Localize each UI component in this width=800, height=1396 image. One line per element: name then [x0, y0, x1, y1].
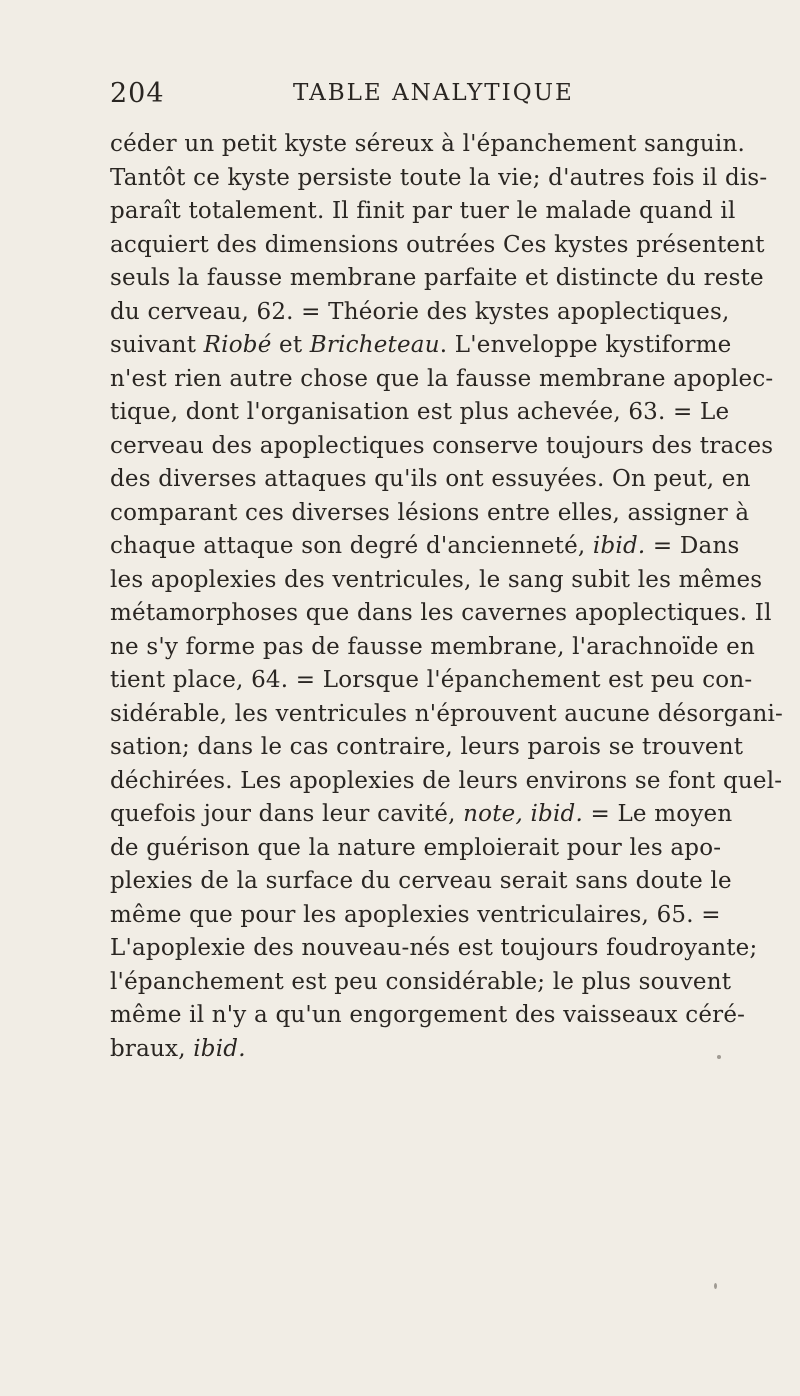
running-head: TABLE ANALYTIQUE	[293, 80, 574, 106]
text-segment: du cerveau, 62. = Théorie des kystes apoplectiques,	[110, 298, 730, 325]
text-segment: métamorphoses que dans les cavernes apoplectiques. Il	[110, 600, 772, 626]
text-line	[110, 229, 765, 263]
text-line	[110, 329, 732, 363]
text-line	[110, 1033, 690, 1067]
text-line	[110, 832, 722, 866]
text-line	[110, 631, 755, 665]
text-segment: = Dans	[645, 533, 740, 559]
text-line	[110, 262, 764, 296]
text-segment: les apoplexies des ventricules, le sang subit les mêmes	[110, 566, 763, 593]
text-segment: sidérable, les ventricules n'éprouvent aucune désorgani-	[110, 700, 783, 727]
text-line	[110, 664, 753, 698]
text-segment: même il n'y a qu'un engorgement des vaisseaux céré-	[110, 1002, 746, 1028]
text-segment: et	[271, 332, 310, 358]
italic-text: note, ibid.	[463, 801, 583, 827]
text-line	[110, 865, 732, 899]
text-line	[110, 932, 758, 966]
print-speck	[717, 1055, 721, 1059]
text-line	[110, 162, 768, 196]
text-line	[110, 798, 733, 832]
text-segment: . L'enveloppe kystiforme	[439, 332, 732, 358]
text-line	[110, 966, 732, 1000]
text-segment: cerveau des apoplectiques conserve toujours des traces	[110, 432, 774, 459]
text-segment: seuls la fausse membrane parfaite et distincte du reste	[110, 265, 764, 291]
text-line	[110, 497, 750, 531]
text-line	[110, 564, 763, 598]
italic-text: ibid.	[592, 533, 646, 559]
text-segment: braux,	[110, 1035, 194, 1062]
text-line	[110, 396, 730, 430]
text-line	[110, 128, 745, 162]
text-line	[110, 430, 774, 464]
italic-text: Riobé	[203, 332, 272, 358]
text-line	[110, 195, 736, 229]
text-segment: des diverses attaques qu'ils ont essuyées. On peut, en	[110, 466, 751, 492]
text-segment: comparant ces diverses lésions entre elles, assigner à	[110, 499, 750, 526]
text-line	[110, 296, 730, 330]
text-segment: ne s'y forme pas de fausse membrane, l'arachnoïde en	[110, 633, 755, 660]
text-segment: tient place, 64. = Lorsque l'épanchement est peu con-	[110, 667, 753, 693]
text-segment: déchirées. Les apoplexies de leurs environs se font quel-	[110, 767, 783, 794]
print-speck	[714, 1283, 717, 1289]
text-line	[110, 597, 772, 631]
text-segment: L'apoplexie des nouveau-nés est toujours foudroyante;	[110, 935, 758, 961]
text-segment: acquiert des dimensions outrées Ces kystes présentent	[110, 231, 765, 258]
text-line	[110, 530, 740, 564]
text-line	[110, 698, 783, 732]
page-header	[110, 78, 710, 118]
text-segment: n'est rien autre chose que la fausse membrane apoplec-	[110, 365, 774, 392]
body-text	[110, 128, 783, 1066]
text-segment: plexies de la surface du cerveau serait sans doute le	[110, 868, 732, 894]
text-segment: de guérison que la nature emploierait pour les apo-	[110, 834, 722, 861]
text-segment: tique, dont l'organisation est plus achevée, 63. = Le	[110, 399, 730, 425]
text-segment: paraît totalement. Il finit par tuer le malade quand il	[110, 198, 736, 224]
text-segment: l'épanchement est peu considérable; le plus souvent	[110, 968, 732, 995]
text-line	[110, 765, 783, 799]
text-segment: = Le moyen	[582, 801, 733, 827]
text-segment: sation; dans le cas contraire, leurs parois se trouvent	[110, 734, 744, 760]
text-segment: chaque attaque son degré d'ancienneté,	[110, 533, 593, 559]
italic-text: ibid.	[193, 1035, 246, 1062]
text-line	[110, 999, 746, 1033]
text-line	[110, 899, 721, 933]
text-line	[110, 363, 774, 397]
italic-text: Bricheteau	[309, 332, 440, 358]
page-number: 204	[110, 78, 165, 109]
text-segment: Tantôt ce kyste persiste toute la vie; d'autres fois il dis-	[110, 164, 768, 191]
text-line	[110, 731, 744, 765]
text-segment: même que pour les apoplexies ventriculaires, 65. =	[110, 901, 721, 928]
text-segment: quefois jour dans leur cavité,	[110, 801, 464, 827]
text-segment: céder un petit kyste séreux à l'épanchement sanguin.	[110, 131, 745, 157]
text-line	[110, 463, 751, 497]
text-segment: suivant	[110, 332, 204, 358]
